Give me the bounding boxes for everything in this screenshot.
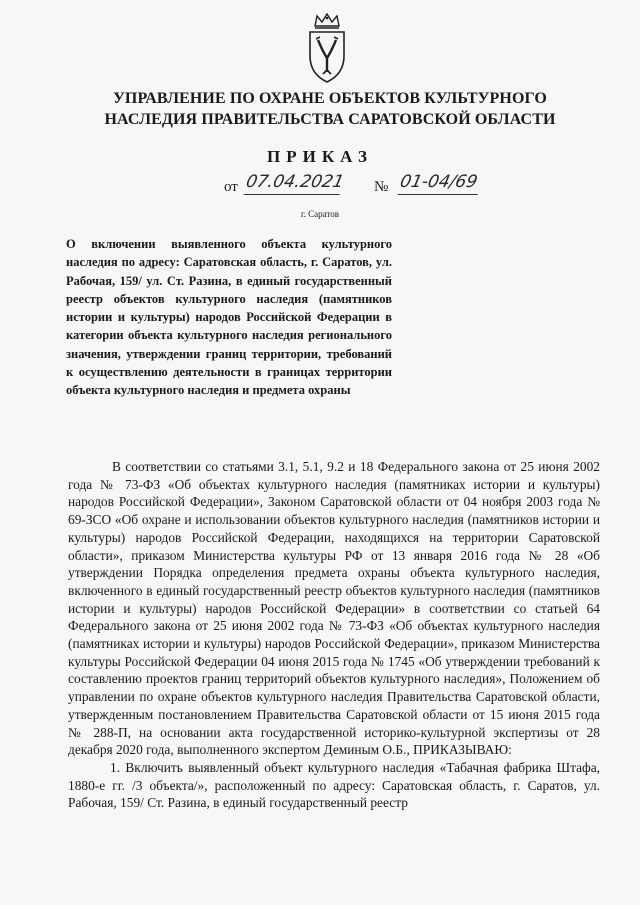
order-date-number-line (224, 172, 544, 198)
city-label: г. Саратов (301, 209, 339, 219)
date-prefix: от (224, 179, 238, 195)
number-prefix: № (374, 179, 389, 195)
agency-header (60, 88, 600, 130)
order-number: 01-04/69 (398, 172, 483, 195)
order-title: ПРИКАЗ (267, 147, 373, 166)
order-body (68, 458, 600, 812)
order-date: 07.04.2021 (244, 172, 345, 195)
agency-header-line-1: УПРАВЛЕНИЕ ПО ОХРАНЕ ОБЪЕКТОВ КУЛЬТУРНОГО (113, 90, 547, 107)
order-subject: О включении выявленного объекта культурного наследия по адресу: Саратовская область, г. Саратов, ул. Рабочая, 159/ ул. Ст. Разина, в единый государственный реестр объектов культурного наследия (памятников истории и культуры) народов Российской Федерации в категории объекта культурного наследия регионального значения, утверждении границ территории, требований к осуществлению деятельности в границах территории объекта культурного наследия и предмета охраны (66, 237, 392, 398)
body-paragraph-2: 1. Включить выявленный объект культурного наследия «Табачная фабрика Штафа, 1880-е гг. /3 объекта/», расположенный по адресу: Саратовская область, г. Саратов, ул. Рабочая, 159/ Ст. Разина, в единый государственный реестр (68, 759, 600, 811)
saratov-coat-of-arms-icon (306, 12, 348, 86)
body-paragraph-1: В соответствии со статьями 3.1, 5.1, 9.2 и 18 Федерального закона от 25 июня 2002 года № 73-ФЗ «Об объектах культурного наследия (памятниках истории и культуры) народов Российской Федерации», Законом Саратовской области от 04 ноября 2003 года № 69-ЗСО «Об охране и использовании объектов культурного наследия (памятников истории и культуры) народов Российской Федерации, находящихся на территории Саратовской области», приказом Министерства культуры РФ от 13 января 2016 года № 28 «Об утверждении Порядка определения предмета охраны объекта культурного наследия, включенного в единый государственный реестр объектов культурного наследия (памятников истории и культуры) народов Российской Федерации» в соответствии со статьей 64 Федерального закона от 25 июня 2002 года № 73-ФЗ «Об объектах культурного наследия (памятниках истории и культуры) народов Российской Федерации», приказом Министерства культуры Российской Федерации 04 июня 2015 года № 1745 «Об утверждении требований к составлению проектов границ территорий объектов культурного наследия», Положением об управлении по охране объектов культурного наследия Правительства Саратовской области, утвержденным постановлением Правительства Саратовской области от 15 июня 2015 года № 288-П, на основании акта государственной историко-культурной экспертизы от 28 декабря 2020 года, выполненного экспертом Деминым О.Б., ПРИКАЗЫВАЮ: (68, 459, 600, 758)
agency-header-line-2: НАСЛЕДИЯ ПРАВИТЕЛЬСТВА САРАТОВСКОЙ ОБЛАСТИ (104, 111, 556, 128)
